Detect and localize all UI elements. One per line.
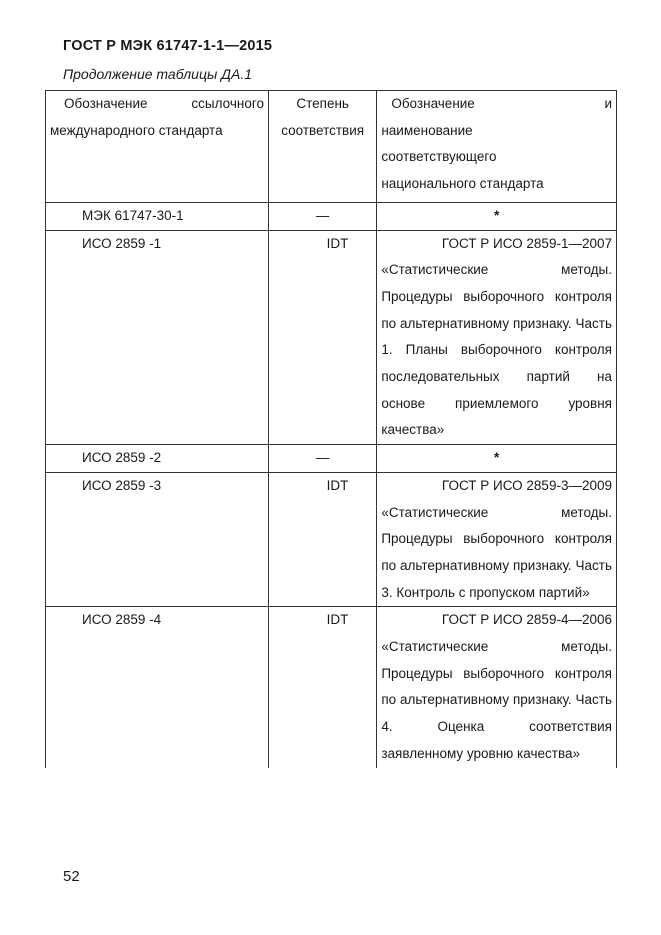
table-row (46, 472, 617, 607)
national-standard-designation: ГОСТ Р ИСО 2859-4—2006 (441, 612, 612, 628)
table-continuation-caption: Продолжение таблицы ДА.1 (63, 66, 253, 82)
national-standard-cell (377, 607, 617, 768)
table-row (46, 202, 617, 230)
header-c1-line2: международного стандарта (50, 122, 223, 138)
header-c3-line2: наименование (381, 122, 473, 138)
national-standard-cell (377, 472, 617, 607)
header-degree (268, 91, 376, 203)
document-header: ГОСТ Р МЭК 61747-1-1—2015 (63, 38, 273, 54)
national-standard-title: «Статистические методы. Процедуры выборочного контроля по альтернативному признаку. Часть 4. Оценка соответствия заявленному уровню качества» (381, 639, 612, 761)
degree-cell: IDT (268, 472, 376, 607)
national-standard-designation: ГОСТ Р ИСО 2859-3—2009 (441, 477, 612, 493)
table-row (46, 607, 617, 768)
national-standard-title: «Статистические методы. Процедуры выборочного контроля по альтернативному признаку. Часть 1. Планы выборочного контроля последовательных партий на основе приемлемого уровня качества» (381, 262, 612, 438)
national-standard-designation: ГОСТ Р ИСО 2859-1—2007 (441, 235, 612, 251)
international-code-cell: ИСО 2859 -2 (46, 445, 269, 473)
national-standard-cell (377, 230, 617, 445)
degree-cell: — (268, 202, 376, 230)
header-c2-line2: соответствия (281, 122, 365, 138)
degree-cell: IDT (268, 230, 376, 445)
header-national-standard (377, 91, 617, 203)
header-c3-word-a: Обозначение (391, 96, 475, 111)
degree-cell: IDT (268, 607, 376, 768)
national-standard-cell: * (377, 202, 617, 230)
header-c1-word-b: ссылочного (191, 96, 264, 111)
international-code-cell: ИСО 2859 -1 (46, 230, 269, 445)
header-c3-line4: национального стандарта (381, 176, 544, 192)
header-international-standard (46, 91, 269, 203)
table-row (46, 445, 617, 473)
header-c3-line3: соответствующего (381, 149, 497, 165)
degree-cell: — (268, 445, 376, 473)
international-code-cell: ИСО 2859 -3 (46, 472, 269, 607)
header-c1-word-a: Обозначение (64, 96, 148, 111)
header-c2-line1: Степень (296, 96, 349, 111)
table-header-row (46, 91, 617, 203)
table-row (46, 230, 617, 445)
standards-table (45, 90, 617, 768)
national-standard-title: «Статистические методы. Процедуры выборочного контроля по альтернативному признаку. Часть 3. Контроль с пропуском партий» (381, 504, 612, 600)
international-code-cell: ИСО 2859 -4 (46, 607, 269, 768)
header-c3-word-b: и (604, 96, 612, 111)
national-standard-cell: * (377, 445, 617, 473)
international-code-cell: МЭК 61747-30-1 (46, 202, 269, 230)
page-number: 52 (63, 868, 80, 885)
